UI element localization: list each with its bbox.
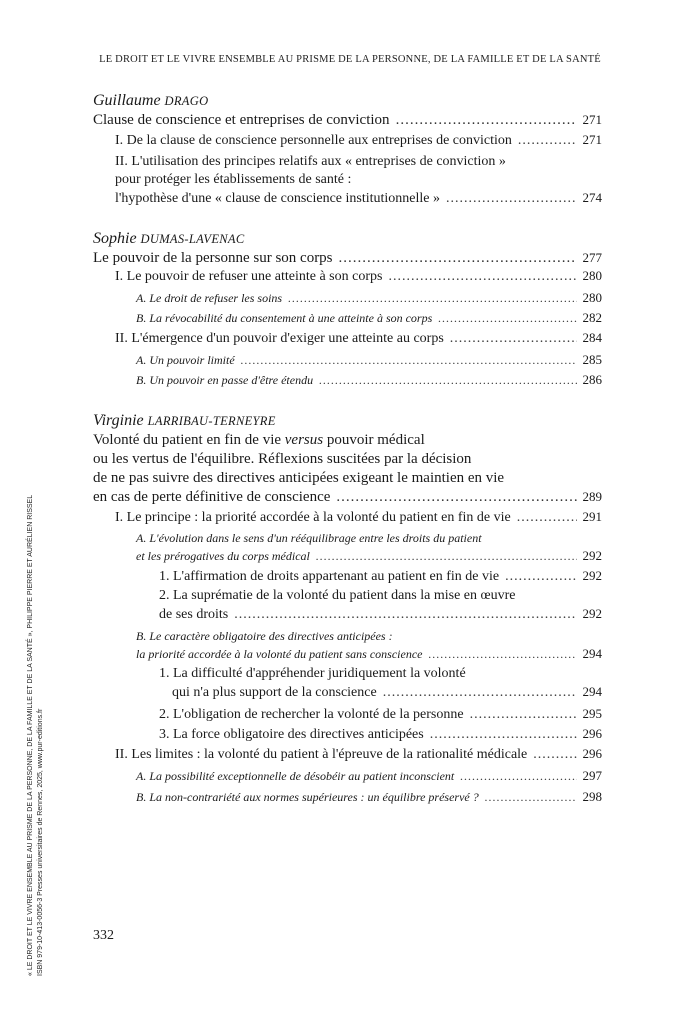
toc-entry[interactable]	[136, 546, 602, 566]
leader-dots	[533, 745, 577, 765]
entry-title-line: 1. La difficulté d'appréhender juridiquement la volonté	[159, 666, 466, 681]
page-number: 291	[582, 509, 602, 524]
entry-title: A. Le droit de refuser les soins	[136, 291, 283, 305]
page-number: 294	[582, 646, 602, 661]
leader-dots	[505, 567, 577, 587]
author-first-name: Virginie	[93, 412, 144, 429]
page-number: 280	[582, 290, 602, 305]
author-dumas-lavenac	[93, 230, 245, 248]
toc-entry[interactable]	[115, 188, 602, 209]
page-number: 285	[582, 352, 602, 367]
page-number: 296	[582, 726, 602, 741]
entry-title: B. La révocabilité du consentement à une atteinte à son corps	[136, 311, 433, 325]
page-number: 292	[582, 548, 602, 563]
toc-entry[interactable]	[136, 350, 602, 370]
author-first-name: Sophie	[93, 230, 137, 247]
page-number: 271	[582, 112, 602, 127]
page-number: 289	[582, 489, 602, 504]
leader-dots	[470, 705, 577, 725]
leader-dots	[460, 766, 577, 786]
entry-title: A. Un pouvoir limité	[136, 353, 235, 367]
toc-entry[interactable]	[159, 566, 602, 587]
author-last-name: LARRIBAU-TERNEYRE	[147, 414, 276, 428]
entry-title-line: B. Le caractère obligatoire des directives anticipées :	[136, 629, 393, 643]
sidebar-line: « LE DROIT ET LE VIVRE ENSEMBLE AU PRISME DE LA PERSONNE, DE LA FAMILLE ET DE LA SANTÉ », PHILIPPE PIERRE ET AURÉLIEN RISSEL	[27, 494, 34, 976]
leader-dots	[383, 683, 577, 703]
entry-title-line: II. L'utilisation des principes relatifs aux « entreprises de conviction »	[115, 154, 506, 169]
copyright-sidebar	[26, 456, 45, 976]
leader-dots	[234, 605, 577, 625]
page-number: 294	[582, 684, 602, 699]
running-head: LE DROIT ET LE VIVRE ENSEMBLE AU PRISME DE LA PERSONNE, DE LA FAMILLE ET DE LA SANTÉ	[99, 54, 601, 65]
leader-dots	[429, 644, 578, 664]
page-number: 286	[582, 372, 602, 387]
sidebar-line: ISBN 979-10-413-0056-3 Presses universitaires de Rennes, 2025, www.pur-editions.fr	[36, 708, 44, 976]
author-first-name: Guillaume	[93, 92, 161, 109]
entry-title: A. La possibilité exceptionnelle de désobéir au patient inconscient	[136, 769, 455, 783]
chapter-title: Clause de conscience et entreprises de conviction	[93, 112, 390, 128]
toc-entry[interactable]	[159, 604, 602, 625]
chapter-title-line[interactable]	[93, 487, 602, 507]
entry-title: B. La non-contrariété aux normes supérieures : un équilibre préservé ?	[136, 790, 479, 804]
leader-dots	[316, 546, 577, 566]
entry-title: l'hypothèse d'une « clause de conscience institutionnelle »	[115, 191, 441, 206]
entry-title-line: 2. La suprématie de la volonté du patient dans la mise en œuvre	[159, 588, 516, 603]
page-number: 280	[582, 268, 602, 283]
entry-title: 1. L'affirmation de droits appartenant au patient en fin de vie	[159, 569, 500, 584]
leader-dots	[518, 131, 577, 151]
page-number: 282	[582, 310, 602, 325]
author-drago	[93, 92, 208, 110]
toc-entry[interactable]	[136, 308, 602, 328]
toc-entry[interactable]	[115, 744, 602, 765]
entry-title: et les prérogatives du corps médical	[136, 549, 310, 563]
chapter-title-line	[93, 430, 425, 450]
leader-dots	[319, 370, 577, 390]
leader-dots	[485, 787, 577, 807]
toc-entry[interactable]	[172, 682, 602, 703]
leader-dots	[288, 288, 577, 308]
entry-title: 3. La force obligatoire des directives anticipées	[159, 727, 424, 742]
page-number: 292	[582, 568, 602, 583]
chapter-title: en cas de perte définitive de conscience	[93, 489, 331, 505]
entry-title: II. Les limites : la volonté du patient à l'épreuve de la rationalité médicale	[115, 747, 528, 762]
toc-entry[interactable]	[159, 724, 602, 745]
entry-title: I. De la clause de conscience personnelle aux entreprises de conviction	[115, 133, 512, 148]
chapter-title-line: de ne pas suivre des directives anticipées exigeant le maintien en vie	[93, 470, 505, 486]
toc-entry[interactable]	[136, 787, 602, 807]
leader-dots	[430, 725, 577, 745]
chapter-title-line: ou les vertus de l'équilibre. Réflexions suscitées par la décision	[93, 451, 472, 467]
chapter-title-line[interactable]	[93, 110, 602, 130]
page-number-folio: 332	[93, 928, 114, 943]
entry-title: 2. L'obligation de rechercher la volonté de la personne	[159, 707, 464, 722]
leader-dots	[450, 329, 577, 349]
author-last-name: DUMAS-LAVENAC	[140, 232, 245, 246]
entry-title: B. Un pouvoir en passe d'être étendu	[136, 373, 314, 387]
page-number: 298	[582, 789, 602, 804]
page-number: 284	[582, 330, 602, 345]
author-larribau-terneyre	[93, 412, 276, 430]
toc-entry[interactable]	[159, 704, 602, 725]
entry-title: I. Le principe : la priorité accordée à la volonté du patient en fin de vie	[115, 510, 511, 525]
page-number: 271	[582, 132, 602, 147]
author-last-name: DRAGO	[164, 94, 209, 108]
entry-title-line: A. L'évolution dans le sens d'un rééquilibrage entre les droits du patient	[136, 531, 482, 545]
leader-dots	[517, 508, 577, 528]
toc-entry[interactable]	[115, 266, 602, 287]
chapter-title-emphasis: versus	[284, 432, 324, 448]
chapter-title-part: pouvoir médical	[326, 432, 425, 448]
toc-entry[interactable]	[136, 288, 602, 308]
leader-dots	[446, 189, 577, 209]
leader-dots	[336, 487, 577, 507]
entry-title: qui n'a plus support de la conscience	[172, 685, 377, 700]
chapter-title-part: Volonté du patient en fin de vie	[93, 432, 282, 448]
entry-title: II. L'émergence d'un pouvoir d'exiger une atteinte au corps	[115, 331, 444, 346]
toc-entry[interactable]	[136, 644, 602, 664]
chapter-title: Le pouvoir de la personne sur son corps	[93, 250, 333, 266]
page-number: 274	[582, 190, 602, 205]
leader-dots	[339, 248, 577, 268]
toc-entry[interactable]	[115, 130, 602, 151]
page-number: 296	[582, 746, 602, 761]
entry-title: I. Le pouvoir de refuser une atteinte à son corps	[115, 269, 383, 284]
leader-dots	[388, 267, 577, 287]
chapter-title-line[interactable]	[93, 248, 602, 268]
toc-entry[interactable]	[115, 328, 602, 349]
entry-title-line: pour protéger les établissements de santé :	[115, 172, 352, 187]
page-number: 277	[582, 250, 602, 265]
toc-entry[interactable]	[115, 507, 602, 528]
page-number: 297	[582, 768, 602, 783]
page-number: 292	[582, 606, 602, 621]
toc-entry[interactable]	[136, 766, 602, 786]
toc-entry[interactable]	[136, 370, 602, 390]
entry-title: de ses droits	[159, 607, 229, 622]
leader-dots	[438, 308, 577, 328]
leader-dots	[241, 350, 577, 370]
entry-title: la priorité accordée à la volonté du patient sans conscience	[136, 647, 423, 661]
leader-dots	[396, 110, 577, 130]
page-number: 295	[582, 706, 602, 721]
